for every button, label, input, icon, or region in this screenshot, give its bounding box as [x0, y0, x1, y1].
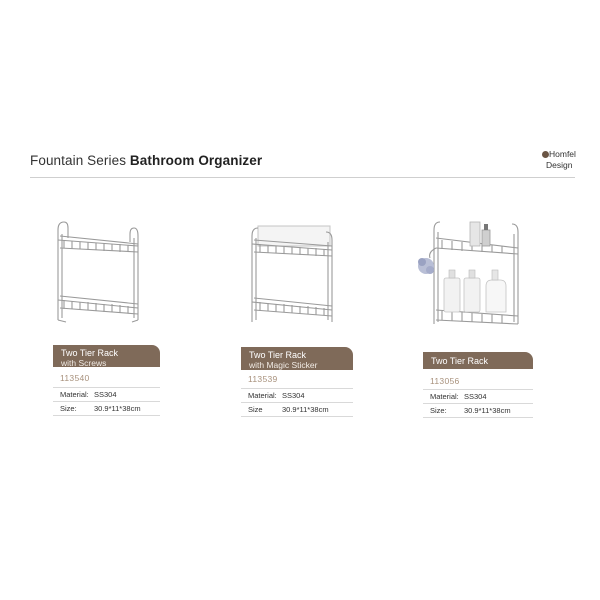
catalog-title: [30, 153, 262, 168]
material-label-2: Material:: [248, 391, 277, 400]
material-row-1: [60, 388, 117, 401]
size-row-1: [60, 402, 141, 415]
header-divider: [30, 177, 575, 178]
title-product: Bathroom Organizer: [129, 153, 263, 168]
product-code-3: 113056: [430, 376, 460, 386]
brand-name: Homfel: [549, 149, 576, 159]
size-label-3: Size:: [430, 406, 447, 415]
product-label-1: [53, 345, 160, 367]
brand-dot-icon: [542, 151, 549, 158]
material-value-2: SS304: [282, 391, 305, 400]
size-value-3: 30.9*11*38cm: [464, 406, 511, 415]
product-name-2: Two Tier Rack: [249, 350, 307, 360]
rack-with-screws-image: [52, 218, 146, 326]
product-code-1: 113540: [60, 373, 90, 383]
product-name-3: Two Tier Rack: [431, 356, 489, 366]
material-value-1: SS304: [94, 390, 117, 399]
size-value-1: 30.9*11*38cm: [94, 404, 141, 413]
product-name-1: Two Tier Rack: [61, 348, 119, 358]
size-row-3: [430, 404, 511, 417]
material-row-2: [248, 389, 305, 402]
brand-tagline: Design: [546, 160, 573, 170]
title-series: Fountain Series: [30, 153, 127, 168]
size-value-2: 30.9*11*38cm: [282, 405, 329, 414]
size-row-2: [248, 403, 329, 416]
material-value-3: SS304: [464, 392, 487, 401]
material-label-1: Material:: [60, 390, 89, 399]
product-sub-2: with Magic Sticker: [249, 360, 318, 370]
product-sub-1: with Screws: [61, 358, 107, 368]
size-label-1: Size:: [60, 404, 77, 413]
material-label-3: Material:: [430, 392, 459, 401]
rack-with-magic-sticker-image: [246, 222, 340, 328]
product-label-3: [423, 352, 533, 369]
product-code-2: 113539: [248, 374, 278, 384]
spec-divider-1c: [53, 415, 160, 416]
rack-with-bottles-image: [412, 208, 524, 330]
spec-divider-3c: [423, 417, 533, 418]
size-label-2: Size: [248, 405, 263, 414]
material-row-3: [430, 390, 487, 403]
brand-logo: [542, 149, 582, 171]
spec-divider-2c: [241, 416, 353, 417]
product-label-2: [241, 347, 353, 370]
